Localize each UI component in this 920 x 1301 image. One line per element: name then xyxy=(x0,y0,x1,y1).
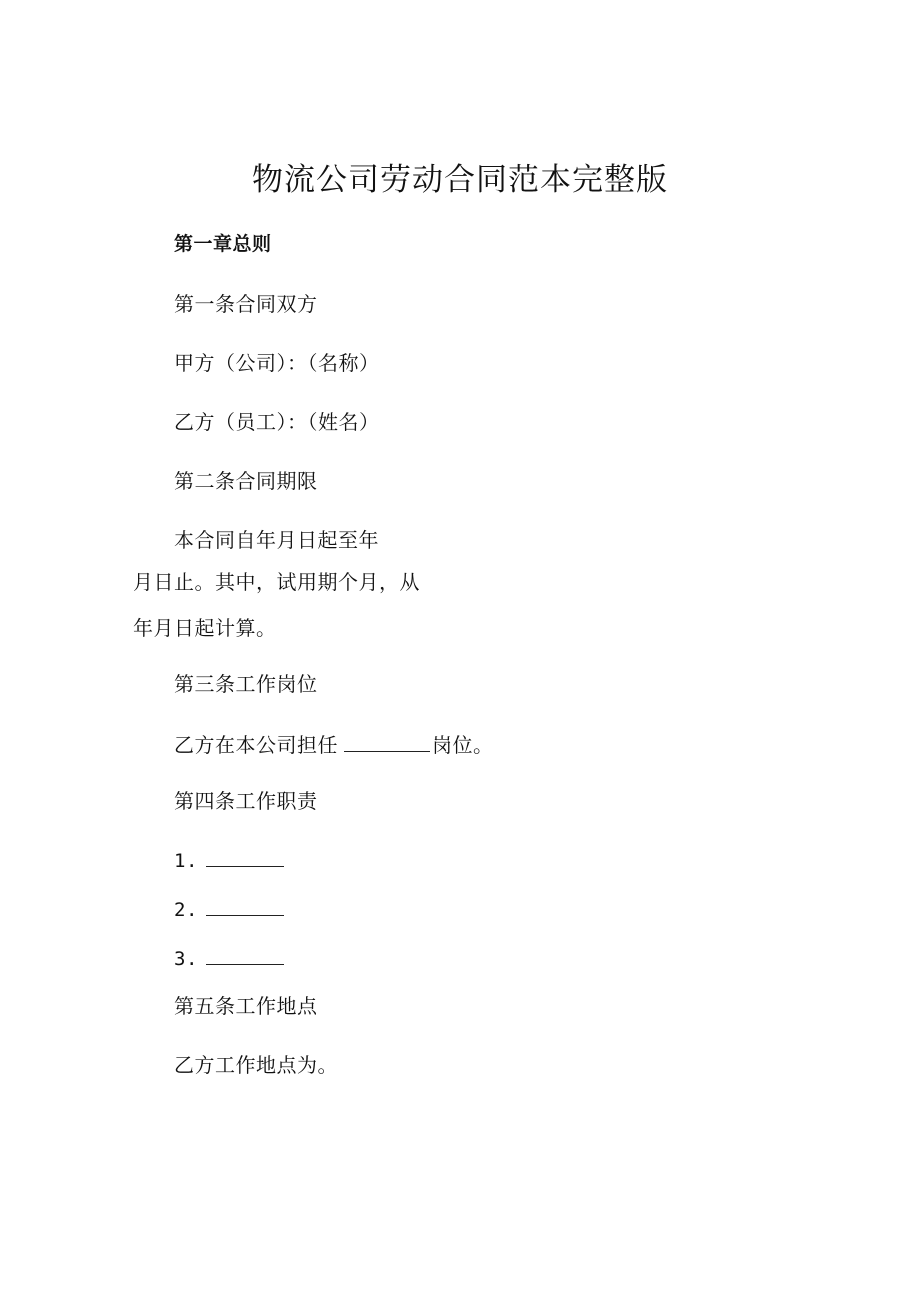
article-4-heading: 第四条工作职责 xyxy=(174,789,318,813)
duty-item xyxy=(174,895,284,922)
article-2-text-line-1: 本合同自年月日起至年 xyxy=(174,528,379,552)
article-3-text-after: 岗位。 xyxy=(432,733,494,757)
article-3-heading: 第三条工作岗位 xyxy=(174,672,318,696)
article-3-text xyxy=(174,731,494,757)
article-5-text: 乙方工作地点为。 xyxy=(174,1053,338,1077)
duty-blank xyxy=(206,846,284,867)
duty-number: 1. xyxy=(174,850,198,872)
article-2-text-line-2: 月日止。其中，试用期个月，从 xyxy=(133,570,420,594)
duty-number: 3. xyxy=(174,948,198,970)
document-title: 物流公司劳动合同范本完整版 xyxy=(252,162,668,198)
duty-item xyxy=(174,846,284,873)
duty-blank xyxy=(206,944,284,965)
article-1-heading: 第一条合同双方 xyxy=(174,292,318,316)
party-b-line: 乙方（员工）：（姓名） xyxy=(174,410,380,434)
chapter-heading: 第一章总则 xyxy=(174,233,272,255)
article-3-text-before: 乙方在本公司担任 xyxy=(174,733,338,757)
article-2-heading: 第二条合同期限 xyxy=(174,469,318,493)
article-2-text-line-3: 年月日起计算。 xyxy=(133,616,277,640)
article-5-heading: 第五条工作地点 xyxy=(174,994,318,1018)
party-a-line: 甲方（公司）：（名称） xyxy=(174,351,380,375)
duty-item xyxy=(174,944,284,971)
duty-number: 2. xyxy=(174,899,198,921)
duty-blank xyxy=(206,895,284,916)
position-blank xyxy=(344,731,430,752)
